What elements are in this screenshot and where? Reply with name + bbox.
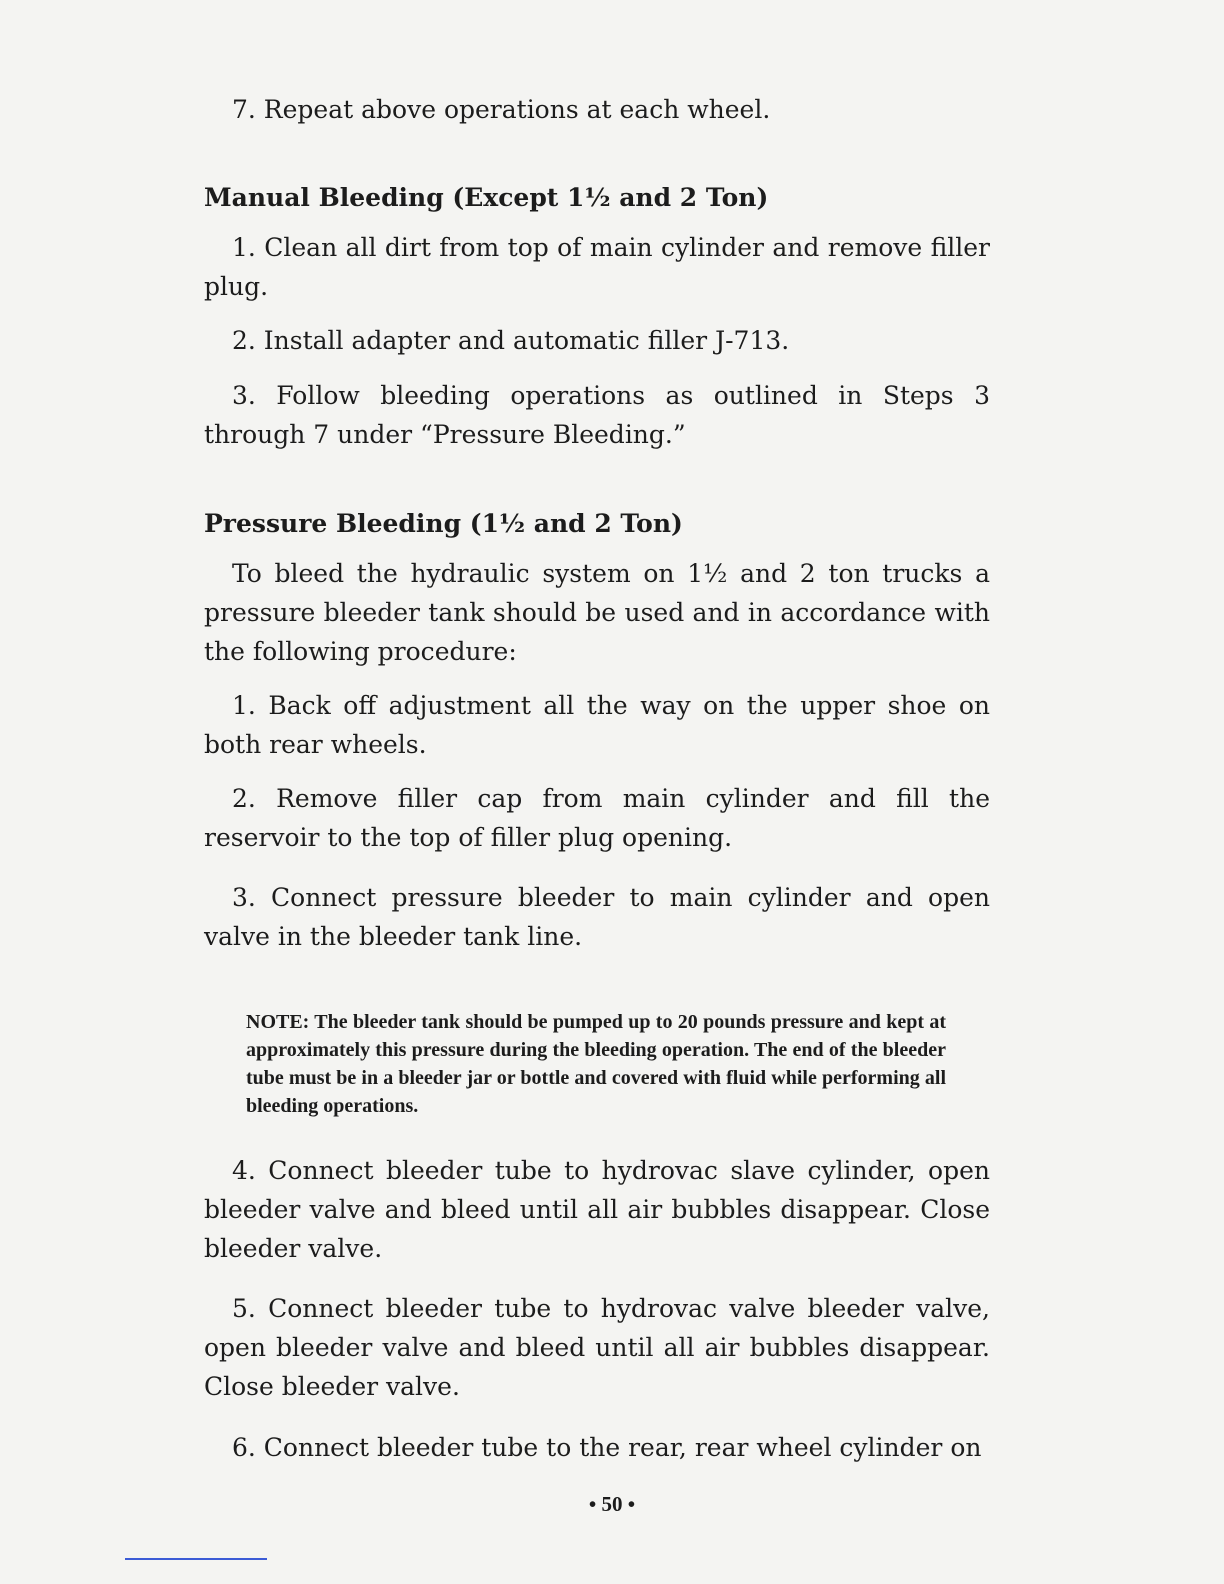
manual-step-1: 1. Clean all dirt from top of main cylinder and remove filler plug.	[204, 233, 990, 301]
pressure-step-4: 4. Connect bleeder tube to hydrovac slave cylinder, open bleeder valve and bleed until all air bubbles disappear. Close bleeder valve.	[204, 1156, 990, 1263]
section-heading-pressure-bleeding: Pressure Bleeding (1½ and 2 Ton)	[204, 509, 683, 538]
pressure-intro: To bleed the hydraulic system on 1½ and 2 ton trucks a pressure bleeder tank should be used and in accordance with the following procedure:	[204, 559, 990, 666]
pressure-step-6: 6. Connect bleeder tube to the rear, rear wheel cylinder on	[232, 1433, 982, 1462]
pressure-step-5: 5. Connect bleeder tube to hydrovac valve bleeder valve, open bleeder valve and bleed until all air bubbles disappear. Close bleeder valve.	[204, 1294, 990, 1401]
pressure-step-1: 1. Back off adjustment all the way on the upper shoe on both rear wheels.	[204, 691, 990, 759]
page-number: • 50 •	[588, 1492, 636, 1516]
step-7-repeat: 7. Repeat above operations at each wheel.	[232, 95, 771, 124]
manual-step-2: 2. Install adapter and automatic filler J-713.	[232, 326, 790, 355]
bottom-rule	[125, 1558, 267, 1560]
section-heading-manual-bleeding: Manual Bleeding (Except 1½ and 2 Ton)	[204, 183, 769, 212]
pressure-step-3: 3. Connect pressure bleeder to main cylinder and open valve in the bleeder tank line.	[204, 883, 990, 951]
note-block: NOTE: The bleeder tank should be pumped up to 20 pounds pressure and kept at approximately this pressure during the bleeding operation. The end of the bleeder tube must be in a bleeder jar or bottle and covered with fluid while performing all bleeding operations.	[246, 1011, 946, 1117]
manual-step-3: 3. Follow bleeding operations as outlined in Steps 3 through 7 under “Pressure Bleeding.”	[204, 381, 990, 449]
pressure-step-2: 2. Remove filler cap from main cylinder and fill the reservoir to the top of filler plug opening.	[204, 784, 990, 852]
